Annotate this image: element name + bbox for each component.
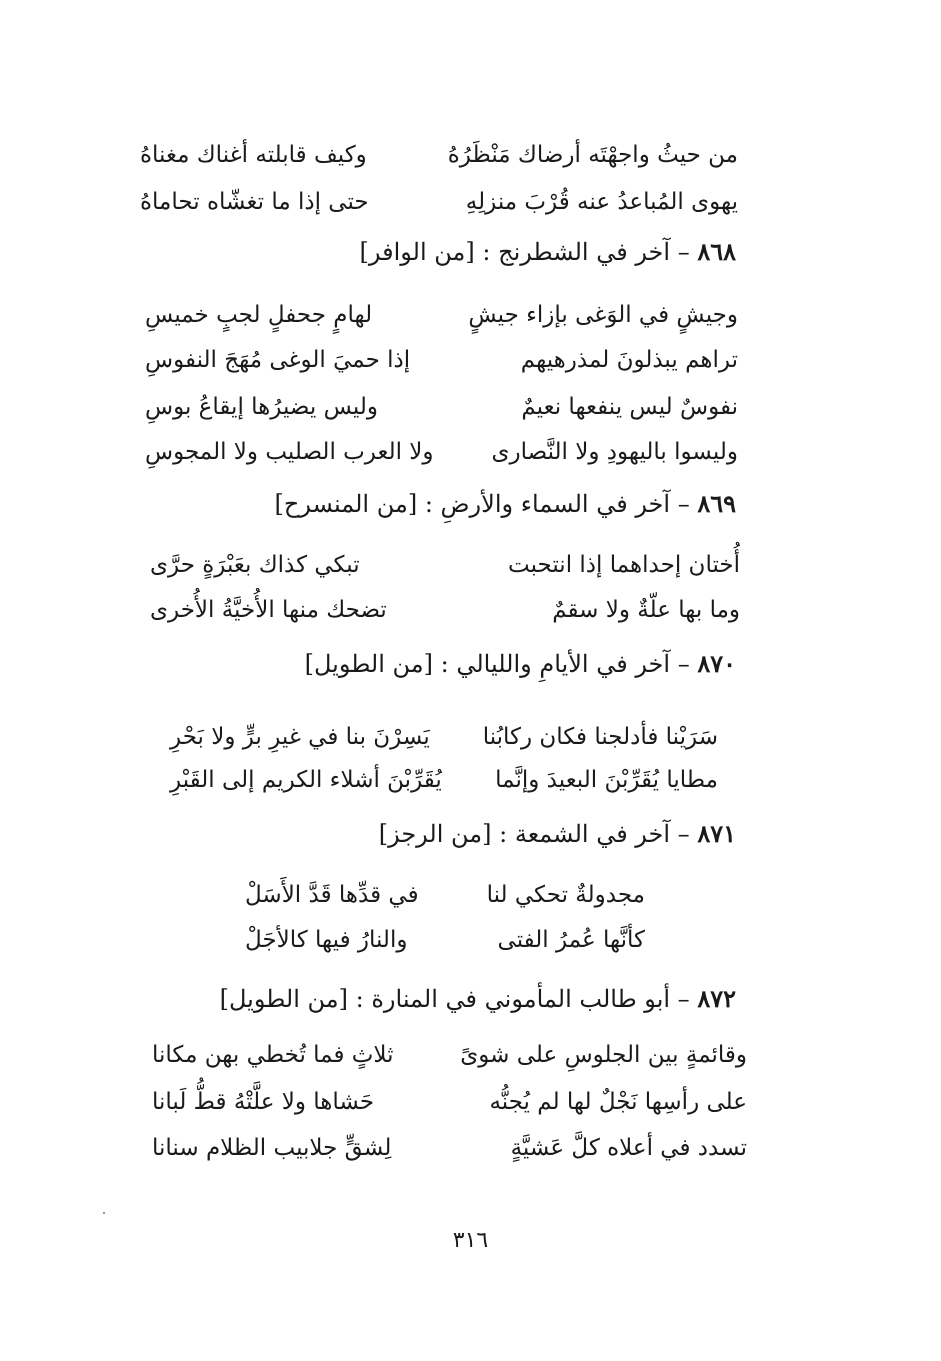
verse-first-hemistich: تسدد في أعلاه كلَّ عَشيَّةٍ: [510, 1135, 747, 1161]
verse-first-hemistich: وليسوا باليهودِ ولا النَّصارى: [491, 439, 738, 465]
verse-second-hemistich: وكيف قابلته أغناك مغناهُ: [140, 142, 367, 168]
section-number: ٨٧١: [697, 819, 736, 848]
verse-second-hemistich: تبكي كذاك بعَبْرَةٍ حرَّى: [150, 552, 360, 578]
verse-first-hemistich: مجدولةٌ تحكي لنا: [486, 882, 645, 908]
verse-first-hemistich: وما بها علّةٌ ولا سقمٌ: [552, 597, 740, 623]
scan-speck: [103, 1212, 105, 1214]
section-number: ٨٦٨: [697, 237, 736, 266]
verse-second-hemistich: إذا حميَ الوغى مُهَجَ النفوسِ: [145, 347, 411, 373]
verse-second-hemistich: لهامٍ جحفلٍ لجبٍ خميسِ: [145, 302, 373, 328]
page-number: ٣١٦: [452, 1228, 489, 1253]
verse-second-hemistich: والنارُ فيها كالأجَلْ: [245, 927, 408, 953]
verse-line: [170, 765, 718, 795]
section-heading: [379, 818, 736, 850]
verse-first-hemistich: يهوى المُباعدُ عنه قُرْبَ منزلِهِ: [465, 189, 738, 215]
verse-second-hemistich: لِشقٍّ جلابيب الظلام سنانا: [152, 1135, 392, 1161]
section-number: ٨٧٢: [697, 984, 736, 1013]
verse-second-hemistich: يَسِرْنَ بنا في غيرِ برٍّ ولا بَحْرِ: [170, 724, 430, 750]
verse-line: [145, 437, 738, 467]
verse-line: [140, 140, 738, 170]
verse-second-hemistich: في قدِّها قَدَّ الأَسَلْ: [245, 882, 419, 908]
verse-line: [152, 1087, 747, 1117]
verse-line: [150, 595, 740, 625]
section-number: ٨٦٩: [697, 489, 736, 518]
section-heading: [305, 648, 736, 680]
section-heading: [360, 236, 737, 268]
verse-line: [145, 300, 738, 330]
verse-first-hemistich: مطايا يُقَرِّبْنَ البعيدَ وإنَّما: [495, 767, 718, 793]
verse-first-hemistich: نفوسٌ ليس ينفعها نعيمٌ: [521, 394, 738, 420]
section-title: – أبو طالب المأموني في المنارة : [من الطويل]: [219, 985, 690, 1013]
section-title: – آخر في الأيامِ والليالي : [من الطويل]: [304, 650, 690, 678]
verse-line: [145, 345, 738, 375]
verse-first-hemistich: تراهم يبذلونَ لمذرهيهم: [520, 347, 738, 373]
verse-second-hemistich: حَشاها ولا علَّتْهُ قطُّ لَبانا: [152, 1089, 375, 1115]
verse-first-hemistich: على رأسِها نَجْلٌ لها لم يُجنُّه: [489, 1089, 747, 1115]
verse-second-hemistich: يُقَرِّبْنَ أشلاء الكريم إلى القَبْرِ: [170, 767, 442, 793]
verse-line: [140, 187, 738, 217]
section-heading: [274, 488, 736, 520]
verse-first-hemistich: وجيشٍ في الوَغى بإزاء جيشٍ: [468, 302, 738, 328]
verse-line: [152, 1040, 747, 1070]
verse-first-hemistich: من حيثُ واجهْتَه أرضاك مَنْظَرُهُ: [447, 142, 738, 168]
section-title: – آخر في الشمعة : [من الرجز]: [378, 820, 690, 848]
verse-second-hemistich: ثلاثٍ فما تُخطي بهن مكانا: [152, 1042, 394, 1068]
section-title: – آخر في الشطرنج : [من الوافر]: [359, 238, 690, 266]
section-heading: [220, 983, 736, 1015]
verse-first-hemistich: وقائمةٍ بين الجلوسِ على شوىً: [460, 1042, 747, 1068]
verse-line: [170, 722, 718, 752]
section-title: – آخر في السماء والأرضِ : [من المنسرح]: [274, 490, 690, 518]
verse-first-hemistich: كأنَّها عُمرُ الفتى: [497, 927, 645, 953]
verse-line: [150, 550, 740, 580]
verse-first-hemistich: أُختان إحداهما إذا انتحبت: [507, 552, 740, 578]
section-number: ٨٧٠: [697, 649, 736, 678]
verse-line: [145, 392, 738, 422]
verse-first-hemistich: سَرَيْنا فأدلجنا فكان ركابُنا: [482, 724, 718, 750]
verse-second-hemistich: تضحك منها الأُخيَّةُ الأُخرى: [150, 597, 387, 623]
verse-second-hemistich: وليس يضيرُها إيقاعُ بوسِ: [145, 394, 378, 420]
verse-line: [152, 1133, 747, 1163]
verse-second-hemistich: ولا العرب الصليب ولا المجوسِ: [145, 439, 434, 465]
verse-line: [245, 925, 645, 955]
verse-second-hemistich: حتى إذا ما تغشّاه تحاماهُ: [140, 189, 369, 215]
verse-line: [245, 880, 645, 910]
